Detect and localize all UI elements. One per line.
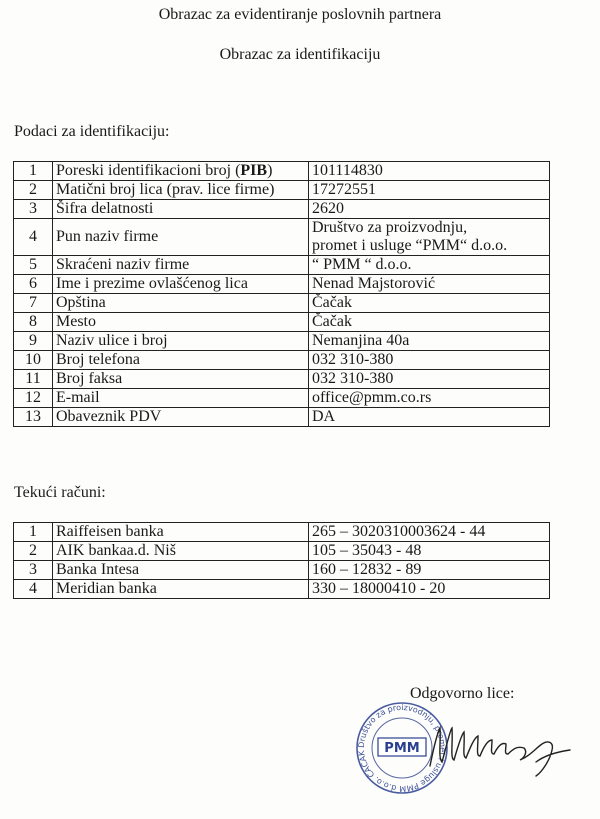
row-label: Šifra delatnosti [53,200,309,219]
row-value: 2620 [309,200,550,219]
bank-name: AIK bankaa.d. Niš [53,542,309,561]
signature [424,718,574,780]
row-label: Broj telefona [53,351,309,370]
row-value: DA [309,408,550,427]
row-number: 12 [14,389,53,408]
table-row [14,219,550,256]
row-label: E-mail [53,389,309,408]
row-value: Nemanjina 40a [309,332,550,351]
row-label: Skraćeni naziv firme [53,256,309,275]
table-row [14,294,550,313]
table-row [14,181,550,200]
row-label: Naziv ulice i broj [53,332,309,351]
account-number: 330 – 18000410 - 20 [309,580,550,599]
row-value: 101114830 [309,162,550,181]
row-number: 6 [14,275,53,294]
bank-name: Meridian banka [53,580,309,599]
row-label: Mesto [53,313,309,332]
row-value: Društvo za proizvodnju, promet i usluge “PMM“ d.o.o. [309,219,550,256]
row-number: 10 [14,351,53,370]
account-number: 265 – 3020310003624 - 44 [309,523,550,542]
bank-name: Raiffeisen banka [53,523,309,542]
table-row [14,523,550,542]
row-number: 3 [14,200,53,219]
row-number: 2 [14,542,53,561]
row-number: 2 [14,181,53,200]
stamp-circular-text: Društvo za proizvodnju, promet i usluge PMM d.o.o. ČAČAK [356,702,448,794]
table-row [14,370,550,389]
table-row [14,351,550,370]
row-number: 1 [14,523,53,542]
row-number: 13 [14,408,53,427]
table-row [14,162,550,181]
row-value: office@pmm.co.rs [309,389,550,408]
table-row [14,200,550,219]
row-value: Čačak [309,313,550,332]
table-row [14,389,550,408]
identification-section-label: Podaci za identifikaciju: [14,123,170,140]
table-row [14,313,550,332]
table-row [14,275,550,294]
row-number: 11 [14,370,53,389]
row-value: 032 310-380 [309,370,550,389]
account-number: 160 – 12832 - 89 [309,561,550,580]
row-value: 032 310-380 [309,351,550,370]
table-row [14,408,550,427]
row-label: Poreski identifikacioni broj (PIB) [53,162,309,181]
row-value: Nenad Majstorović [309,275,550,294]
row-number: 3 [14,561,53,580]
row-label: Obaveznik PDV [53,408,309,427]
signature-stroke [430,728,570,776]
row-value: Čačak [309,294,550,313]
accounts-table [13,522,550,599]
row-value: 17272551 [309,181,550,200]
row-label: Matični broj lica (prav. lice firme) [53,181,309,200]
identification-table [13,161,550,427]
document-title: Obrazac za evidentiranje poslovnih partnera [158,6,442,23]
row-label: Broj faksa [53,370,309,389]
row-number: 9 [14,332,53,351]
table-row [14,561,550,580]
row-number: 4 [14,580,53,599]
row-number: 4 [14,219,53,256]
bank-name: Banka Intesa [53,561,309,580]
row-label: Opština [53,294,309,313]
row-value: “ PMM “ d.o.o. [309,256,550,275]
table-row [14,332,550,351]
row-number: 5 [14,256,53,275]
table-row [14,542,550,561]
account-number: 105 – 35043 - 48 [309,542,550,561]
row-number: 7 [14,294,53,313]
stamp-logo: PMM [384,741,420,756]
accounts-section-label: Tekući računi: [14,484,106,501]
responsible-person-label: Odgovorno lice: [410,685,515,702]
row-label: Ime i prezime ovlašćenog lica [53,275,309,294]
table-row [14,256,550,275]
document-subtitle: Obrazac za identifikaciju [219,46,381,63]
row-number: 1 [14,162,53,181]
row-number: 8 [14,313,53,332]
table-row [14,580,550,599]
row-label: Pun naziv firme [53,219,309,256]
